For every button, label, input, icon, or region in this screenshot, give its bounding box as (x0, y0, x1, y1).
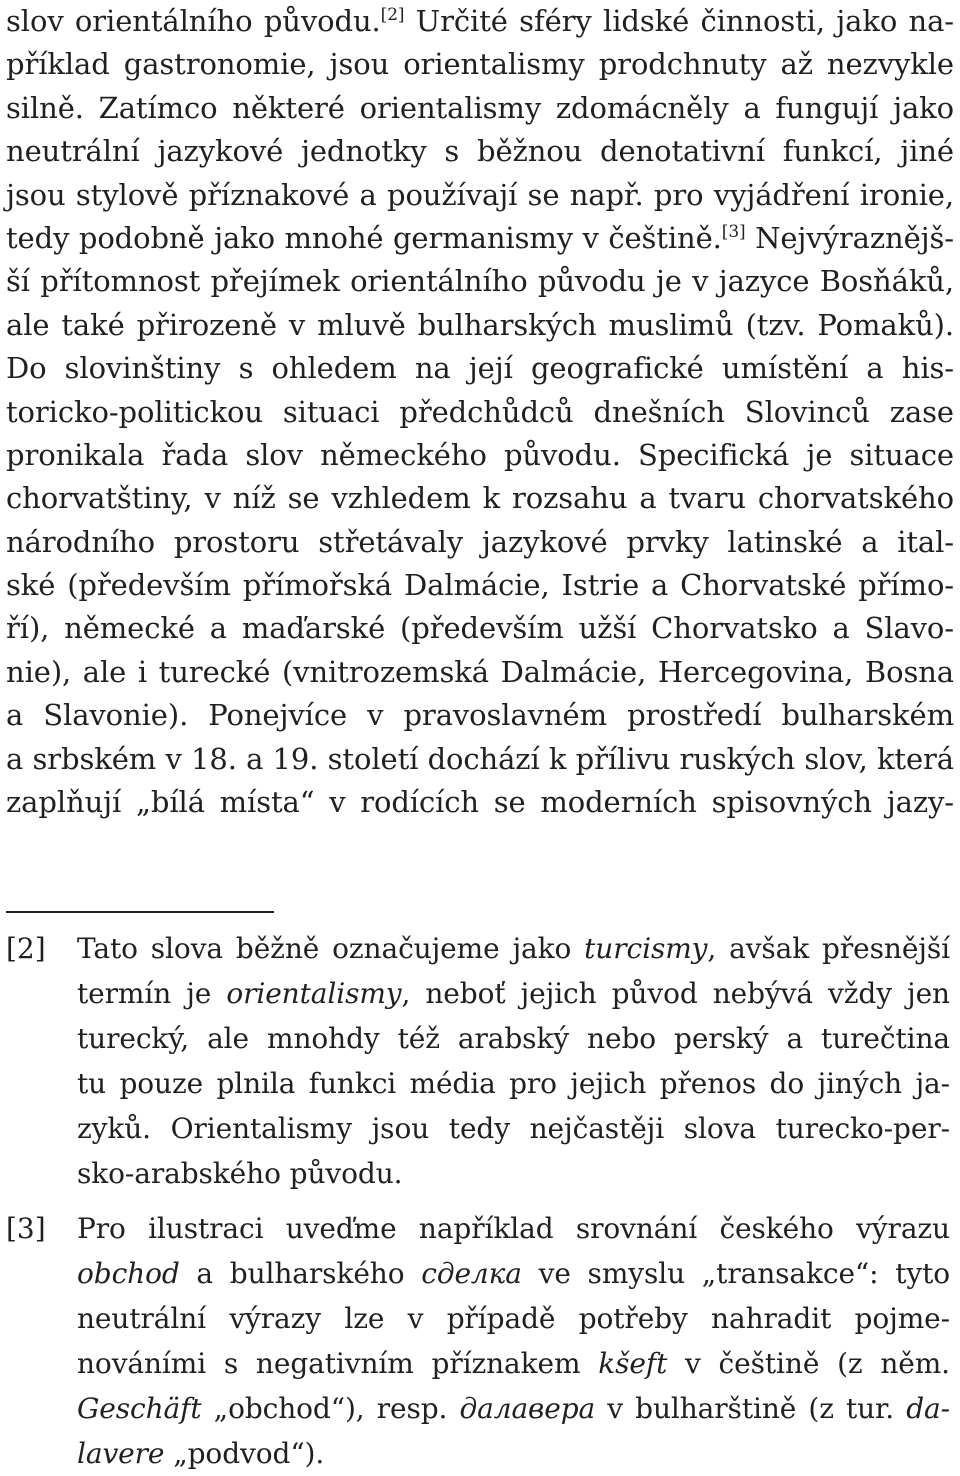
text-run: Tato slova běžně označujeme jako (77, 932, 585, 965)
text-run: v bulharštině (z tur. (595, 1392, 907, 1425)
italic-term: Geschäft (77, 1392, 202, 1425)
text-run: Nejvýraznějš- (745, 220, 955, 255)
text-run: „podvod“). (164, 1437, 325, 1470)
italic-term: сделка (421, 1257, 522, 1290)
text-line: národního prostoru střetávaly jazykové prvky latinské a ital- (6, 524, 954, 559)
text-line: příklad gastronomie, jsou orientalismy prodchnuty až nezvykle (6, 47, 954, 82)
text-line: toricko-politickou situaci předchůdců dnešních Slovinců zase (6, 394, 954, 429)
footnote-line: Pro ilustraci uveďme například srovnání českého výrazu (77, 1212, 950, 1245)
footnote-body (77, 1206, 950, 1476)
text-run: Určité sféry lidské činnosti, jako na- (404, 4, 954, 38)
text-line (6, 217, 954, 260)
footnote-line (77, 971, 950, 1016)
text-line: silně. Zatímco některé orientalismy zdomácněly a fungují jako (6, 90, 954, 125)
text-run: tedy podobně jako mnohé germanismy v češtině. (6, 220, 722, 255)
italic-term: da- (906, 1392, 950, 1425)
text-run: a bulharského (179, 1257, 422, 1290)
footnote-line (77, 1386, 950, 1431)
text-line: ale také přirozeně v mluvě bulharských muslimů (tzv. Pomaků). (6, 307, 954, 342)
text-run: nováními s negativním příznakem (77, 1347, 599, 1380)
footnote-line (77, 1341, 950, 1386)
footnote-line: turecký, ale mnohdy též arabský nebo perský a turečtina (77, 1022, 950, 1055)
footnote-line (77, 1431, 950, 1476)
italic-term: lavere (77, 1437, 165, 1470)
text-run: ve smyslu „transakce“: tyto (521, 1257, 950, 1290)
text-run: slov orientálního původu. (6, 4, 381, 38)
text-run: termín je (77, 977, 227, 1010)
text-line (6, 0, 954, 43)
footnote-line: neutrální výrazy lze v případě potřeby nahradit pojme- (77, 1302, 950, 1335)
italic-term: kšeft (598, 1347, 668, 1380)
footnote-line: sko-arabského původu. (77, 1157, 403, 1190)
footnote-ref-3[interactable]: [3] (721, 221, 746, 242)
text-line: zaplňují „bílá místa“ v rodících se moderních spisovných jazy- (6, 785, 954, 820)
footnote-line (77, 926, 950, 971)
footnote-line: zyků. Orientalismy jsou tedy nejčastěji slova turecko-per- (77, 1112, 950, 1145)
italic-term: turcismy (584, 932, 708, 965)
text-line: neutrální jazykové jednotky s běžnou denotativní funkcí, jiné (6, 134, 954, 169)
text-run: , neboť jejich původ nebývá vždy jen (401, 977, 950, 1010)
footnote-line: tu pouze plnila funkci média pro jejich přenos do jiných ja- (77, 1067, 950, 1100)
text-line: ří), německé a maďarské (především užší Chorvatsko a Slavo- (6, 611, 954, 646)
text-line: nie), ale i turecké (vnitrozemská Dalmácie, Hercegovina, Bosna (6, 654, 954, 689)
text-run: , avšak přesnější (707, 932, 950, 965)
text-run: v češtině (z něm. (667, 1347, 950, 1380)
text-line: a srbském v 18. a 19. století dochází k přílivu ruských slov, která (6, 741, 954, 776)
text-line: a Slavonie). Ponejvíce v pravoslavném prostředí bulharském (6, 698, 954, 733)
footnote-line (77, 1251, 950, 1296)
text-line: pronikala řada slov německého původu. Specifická je situace (6, 437, 954, 472)
text-line: chorvatštiny, v níž se vzhledem k rozsahu a tvaru chorvatského (6, 481, 954, 516)
italic-term: obchod (77, 1257, 180, 1290)
text-line: jsou stylově příznakové a používají se např. pro vyjádření ironie, (6, 177, 954, 212)
main-text (6, 0, 954, 824)
text-run: „obchod“), resp. (201, 1392, 460, 1425)
italic-term: далавера (459, 1392, 596, 1425)
italic-term: orientalismy (226, 977, 402, 1010)
text-line: Do slovinštiny s ohledem na její geografické umístění a his- (6, 351, 954, 386)
text-line: ské (především přímořská Dalmácie, Istrie a Chorvatské přímo- (6, 568, 954, 603)
footnote-ref-2[interactable]: [2] (380, 5, 405, 25)
footnote-separator-rule (6, 911, 274, 913)
footnote-marker: [3] (6, 1212, 46, 1245)
text-line: ší přítomnost přejímek orientálního původu je v jazyce Bosňáků, (6, 264, 954, 299)
footnote-body (77, 926, 950, 1196)
footnote-marker: [2] (6, 932, 46, 965)
